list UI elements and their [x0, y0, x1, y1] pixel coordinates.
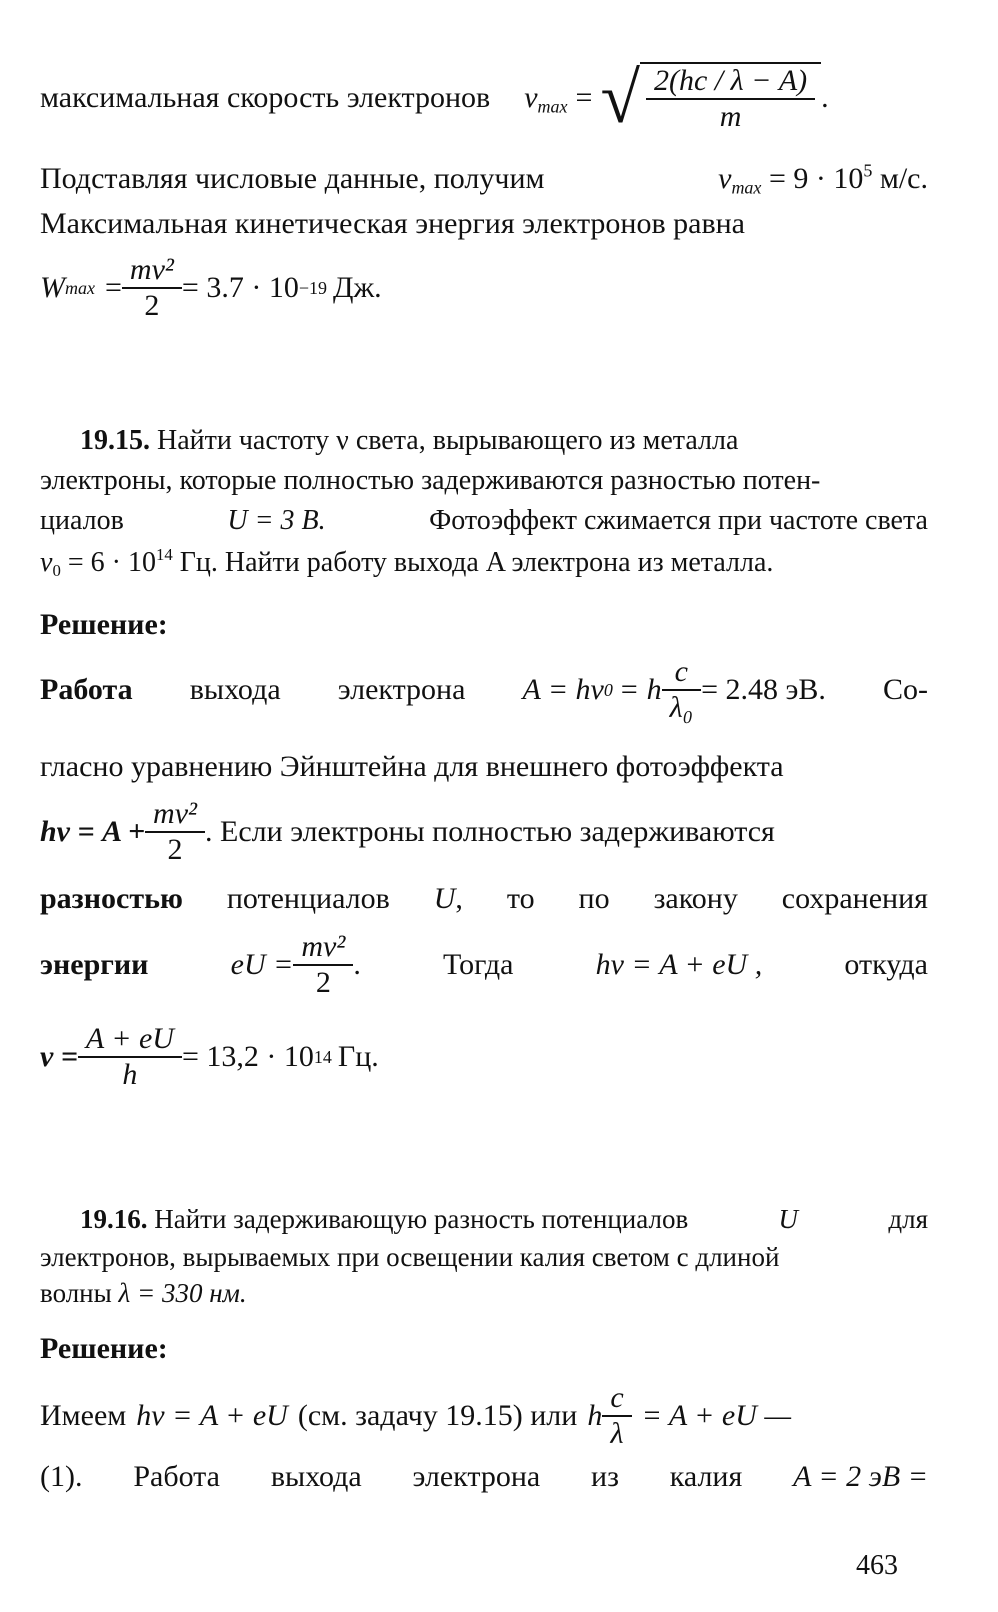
- problem-19-16-line3: волны λ = 330 нм.: [40, 1278, 247, 1308]
- solution-19-16-line1: Имеем hν = A + eU (см. задачу 19.15) или h $\frac{c}{\lambda}$ = A + eU —: [40, 1381, 792, 1450]
- problem-19-15-line2: электроны, которые полностью задерживаются разностью потен-: [40, 465, 821, 496]
- text: максимальная скорость электронов: [40, 81, 491, 114]
- solution-19-15-line2: гласно уравнению Эйнштейна для внешнего фотоэффекта: [40, 750, 784, 783]
- solution-heading-19-16: Решение:: [40, 1332, 168, 1365]
- equals: =: [575, 81, 593, 114]
- vmax-formula-line: [40, 58, 928, 138]
- solution-heading-19-15: Решение:: [40, 608, 168, 641]
- problem-19-16-line2: электронов, вырываемых при освещении калия светом с длиной: [40, 1242, 780, 1272]
- formula-lhs: $v_{max}$: [524, 81, 568, 117]
- solution-19-16-line2: (1). Работа выхода электрона из калия A = 2 эВ =: [40, 1460, 928, 1493]
- page-number: 463: [856, 1550, 898, 1581]
- problem-19-15-line4: $\nu_0 = 6 \cdot 10^{14}$ Гц. Найти работу выхода A электрона из металла.: [40, 545, 774, 581]
- solution-19-15-line6: ν = $\frac{A + eU}{h}$ = 13,2 · 10 14 Гц.: [40, 1022, 379, 1091]
- sqrt-expression: √ $\frac{2(hc / \lambda - A)}{m}$: [600, 62, 821, 134]
- wmax-formula-line: W max = $\frac{\text{mv²}}{2}$ = 3.7 · 10 −19 Дж.: [40, 253, 382, 322]
- solution-19-15-line1: Работа выхода электрона A = hν 0 = h $\frac{c}{\text{λ₀}}$ = 2.48 эВ. Со-: [40, 655, 928, 724]
- problem-19-15-line3: циалов U = 3 В. Фотоэффект сжимается при частоте света: [40, 505, 928, 536]
- solution-19-15-line4: разностью потенциалов U, то по закону сохранения: [40, 882, 928, 915]
- period: .: [821, 81, 829, 114]
- solution-19-15-line3: hν = A + $\frac{\text{mv²}}{2}$ . Если электроны полностью задерживаются: [40, 797, 775, 866]
- solution-19-15-line5: энергии eU = $\frac{\text{mv²}}{2}$ . Тогда hν = A + eU , откуда: [40, 930, 928, 999]
- line-substitution: Подставляя числовые данные, получим $v_{max} = 9 \cdot 10^5$ м/с.: [40, 160, 928, 198]
- problem-19-16-line1: 19.16. Найти задерживающую разность потенциалов U для: [80, 1204, 928, 1234]
- line-kinetic-energy: Максимальная кинетическая энергия электронов равна: [40, 207, 745, 240]
- problem-19-15-line1: 19.15. Найти частоту ν света, вырывающего из металла: [80, 425, 739, 456]
